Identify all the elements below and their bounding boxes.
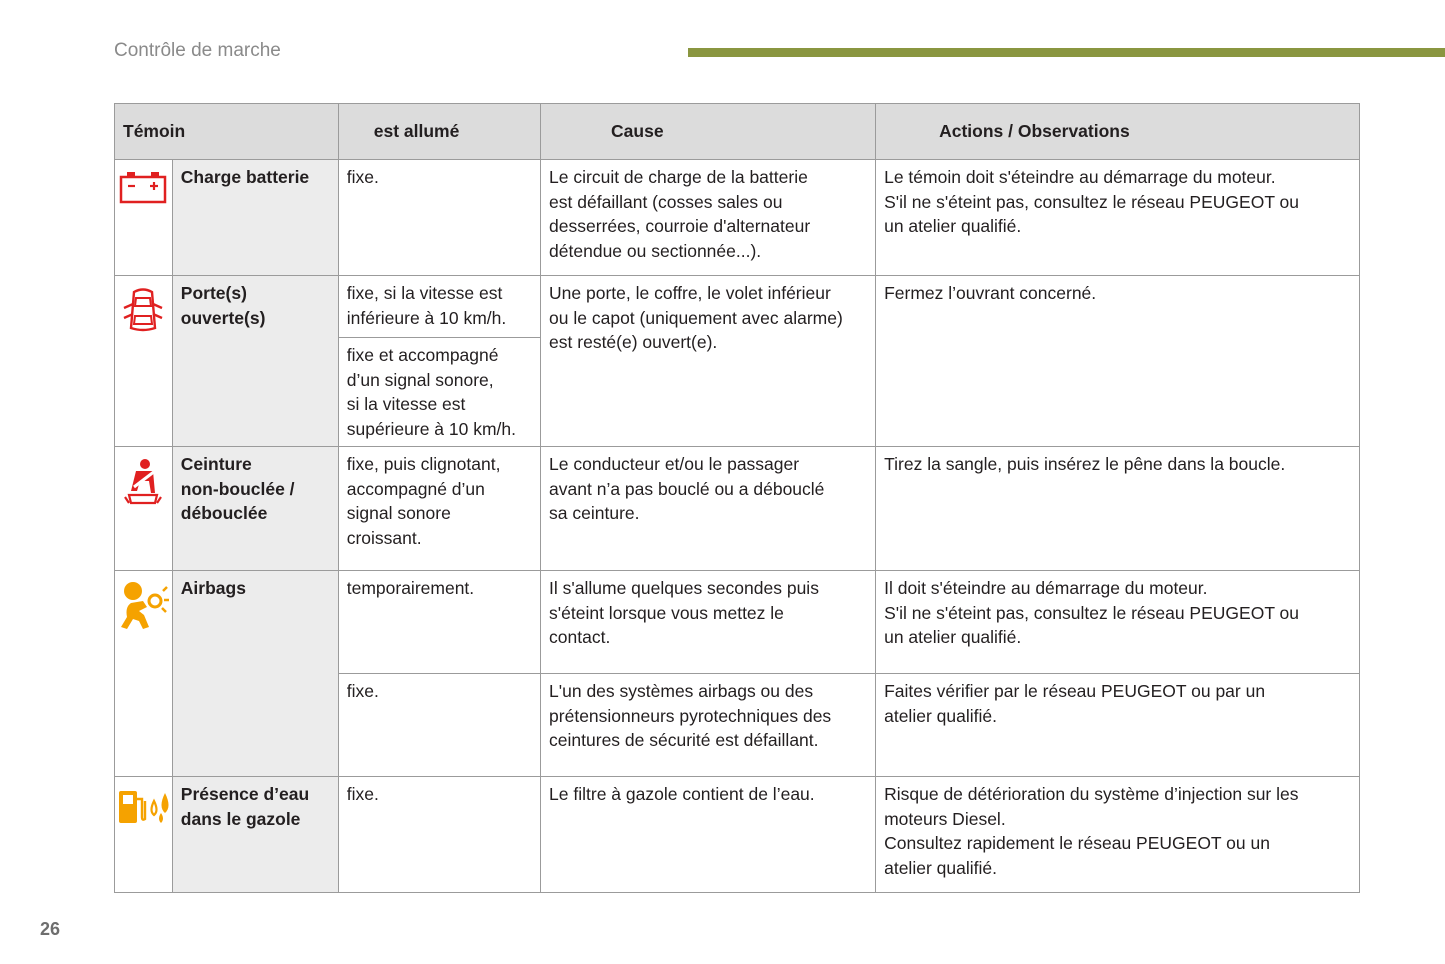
lit-cell: fixe.	[338, 160, 540, 276]
table-row	[115, 777, 1360, 893]
column-header-lit: est allumé	[338, 104, 540, 160]
lit-cell: fixe, si la vitesse est inférieure à 10 km/h.	[338, 276, 540, 338]
cause-cell: L'un des systèmes airbags ou des prétensionneurs pyrotechniques des ceintures de sécurité est défaillant.	[541, 674, 876, 777]
lit-cell: temporairement.	[338, 571, 540, 674]
door-open-icon	[121, 286, 165, 334]
column-header-actions: Actions / Observations	[876, 104, 1360, 160]
actions-cell: Il doit s'éteindre au démarrage du moteur. S'il ne s'éteint pas, consultez le réseau PEUGEOT ou un atelier qualifié.	[876, 571, 1360, 674]
indicator-name: Ceinture non-bouclée / débouclée	[172, 447, 338, 571]
indicator-icon-cell	[115, 777, 173, 893]
seatbelt-icon	[121, 457, 165, 505]
cause-cell: Le filtre à gazole contient de l’eau.	[541, 777, 876, 893]
indicator-name: Présence d’eau dans le gazole	[172, 777, 338, 893]
header-accent-bar	[688, 48, 1445, 57]
indicator-name: Porte(s) ouverte(s)	[172, 276, 338, 447]
lit-cell: fixe, puis clignotant, accompagné d’un signal sonore croissant.	[338, 447, 540, 571]
indicator-icon-cell	[115, 571, 173, 777]
actions-cell: Tirez la sangle, puis insérez le pêne dans la boucle.	[876, 447, 1360, 571]
table-row	[115, 571, 1360, 674]
actions-cell: Risque de détérioration du système d’injection sur les moteurs Diesel. Consultez rapidement le réseau PEUGEOT ou un atelier qualifié.	[876, 777, 1360, 893]
actions-cell: Faites vérifier par le réseau PEUGEOT ou par un atelier qualifié.	[876, 674, 1360, 777]
cause-cell: Une porte, le coffre, le volet inférieur ou le capot (uniquement avec alarme) est resté(e) ouvert(e).	[541, 276, 876, 447]
indicator-name: Airbags	[172, 571, 338, 777]
indicator-icon-cell	[115, 160, 173, 276]
column-header-indicator: Témoin	[115, 104, 339, 160]
lit-cell: fixe et accompagné d’un signal sonore, si la vitesse est supérieure à 10 km/h.	[338, 338, 540, 447]
actions-cell: Le témoin doit s'éteindre au démarrage du moteur. S'il ne s'éteint pas, consultez le réseau PEUGEOT ou un atelier qualifié.	[876, 160, 1360, 276]
airbag-icon	[117, 581, 169, 631]
table-header-row	[115, 104, 1360, 160]
section-title: Contrôle de marche	[114, 40, 281, 61]
table-row	[115, 160, 1360, 276]
page-number: 26	[40, 919, 61, 939]
water-in-fuel-icon	[117, 787, 173, 827]
cause-cell: Il s'allume quelques secondes puis s'éteint lorsque vous mettez le contact.	[541, 571, 876, 674]
indicator-icon-cell	[115, 276, 173, 447]
column-header-cause: Cause	[541, 104, 876, 160]
warning-lights-table	[114, 103, 1360, 893]
lit-cell: fixe.	[338, 674, 540, 777]
battery-charge-icon	[119, 170, 167, 204]
actions-cell: Fermez l’ouvrant concerné.	[876, 276, 1360, 447]
lit-cell: fixe.	[338, 777, 540, 893]
indicator-icon-cell	[115, 447, 173, 571]
indicator-name: Charge batterie	[172, 160, 338, 276]
cause-cell: Le circuit de charge de la batterie est défaillant (cosses sales ou desserrées, courroie d'alternateur détendue ou sectionnée...).	[541, 160, 876, 276]
table-row	[115, 447, 1360, 571]
cause-cell: Le conducteur et/ou le passager avant n’a pas bouclé ou a débouclé sa ceinture.	[541, 447, 876, 571]
table-row	[115, 276, 1360, 338]
